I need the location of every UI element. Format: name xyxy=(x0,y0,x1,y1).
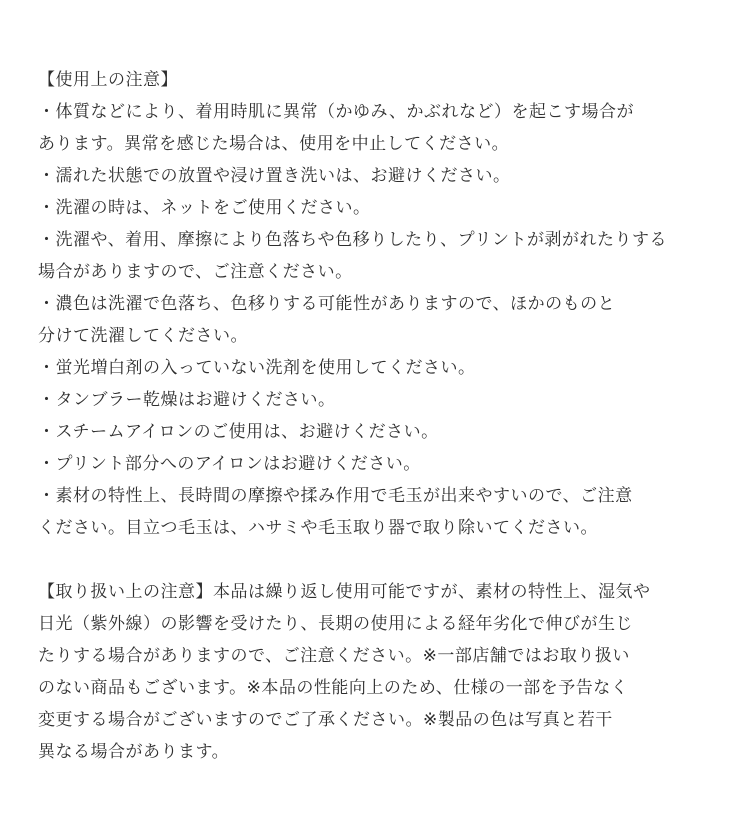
usage-note-item xyxy=(38,384,720,416)
usage-notes-section xyxy=(38,64,720,544)
usage-note-line: ・濡れた状態での放置や浸け置き洗いは、お避けください。 xyxy=(38,166,511,186)
usage-note-line: あります。異常を感じた場合は、使用を中止してください。 xyxy=(38,134,510,154)
usage-note-line: ・タンブラー乾燥はお避けください。 xyxy=(38,390,336,410)
handling-notes-line: 【取り扱い上の注意】本品は繰り返し使用可能ですが、素材の特性上、湿気や xyxy=(38,582,651,602)
usage-note-item xyxy=(38,416,720,448)
usage-note-line: ・素材の特性上、長時間の摩擦や揉み作用で毛玉が出来やすいので、ご注意 xyxy=(38,486,633,506)
usage-note-item xyxy=(38,352,720,384)
usage-note-item xyxy=(38,96,720,160)
usage-note-line: ・蛍光増白剤の入っていない洗剤を使用してください。 xyxy=(38,358,476,378)
usage-note-item xyxy=(38,448,720,480)
usage-note-line: ・プリント部分へのアイロンはお避けください。 xyxy=(38,454,421,474)
usage-note-item xyxy=(38,224,720,288)
usage-note-item xyxy=(38,192,720,224)
usage-note-line: ・スチームアイロンのご使用は、お避けください。 xyxy=(38,422,439,442)
usage-notes-title: 【使用上の注意】 xyxy=(38,70,178,90)
usage-note-line: ・洗濯の時は、ネットをご使用ください。 xyxy=(38,198,371,218)
usage-note-line: ・体質などにより、着用時肌に異常（かゆみ、かぶれなど）を起こす場合が xyxy=(38,102,635,122)
handling-notes-line: たりする場合がありますので、ご注意ください。※一部店舗ではお取り扱い xyxy=(38,646,630,666)
usage-note-line: 分けて洗濯してください。 xyxy=(38,326,248,346)
usage-note-line: ください。目立つ毛玉は、ハサミや毛玉取り器で取り除いてください。 xyxy=(38,518,598,538)
usage-note-line: 場合がありますので、ご注意ください。 xyxy=(38,262,353,282)
usage-note-item xyxy=(38,160,720,192)
handling-notes-line: 変更する場合がございますのでご了承ください。※製品の色は写真と若干 xyxy=(38,710,613,730)
usage-note-item xyxy=(38,288,720,352)
section-spacer xyxy=(38,544,720,576)
usage-note-line: ・洗濯や、着用、摩擦により色落ちや色移りしたり、プリントが剥がれたりする xyxy=(38,230,667,250)
usage-note-item xyxy=(38,480,720,544)
handling-notes-line: 日光（紫外線）の影響を受けたり、長期の使用による経年劣化で伸びが生じ xyxy=(38,614,633,634)
handling-notes-line: のない商品もございます。※本品の性能向上のため、仕様の一部を予告なく xyxy=(38,678,629,698)
usage-note-line: ・濃色は洗濯で色落ち、色移りする可能性がありますので、ほかのものと xyxy=(38,294,616,314)
handling-notes-section xyxy=(38,576,720,768)
handling-notes-line: 異なる場合があります。 xyxy=(38,742,230,762)
